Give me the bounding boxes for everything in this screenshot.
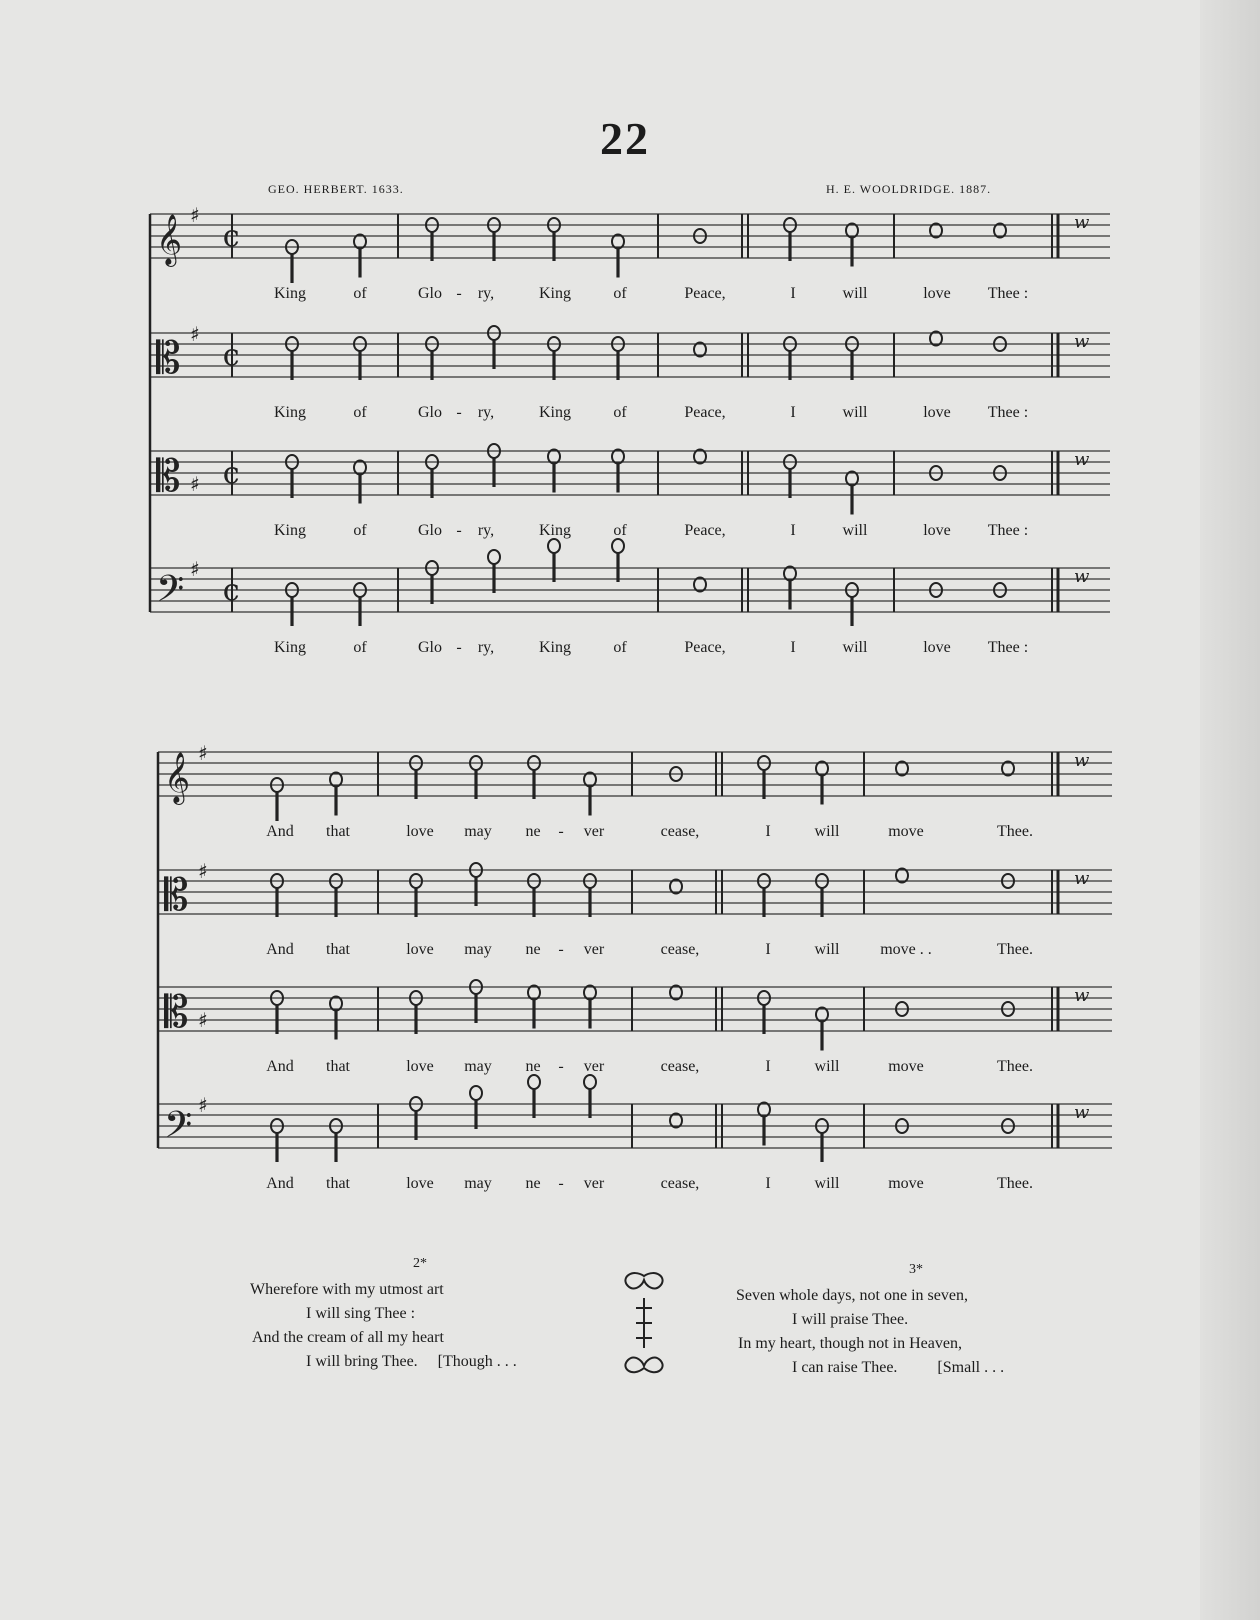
lyric-syllable: will [814,823,840,840]
hymn-number: 22 [600,113,650,164]
lyric-syllable: love [406,1175,434,1192]
lyric-syllable: I [765,1058,771,1075]
lyric-syllable: love [406,941,434,958]
sharp-icon: ♯ [198,859,208,883]
lyric-syllable: - [456,639,462,656]
sharp-icon: ♯ [190,203,200,227]
lyric-syllable: Glo [418,522,442,539]
time-signature-icon: ¢ [222,338,242,373]
lyric-syllable: Thee. [997,941,1033,958]
lyric-syllable: I [790,639,796,656]
note-head [612,539,624,553]
lyric-syllable: ry, [477,639,495,656]
lyric-syllable: King [274,285,306,302]
lyric-syllable: will [842,639,868,656]
floral-ornament-icon [614,1268,674,1378]
sharp-icon: ♯ [198,741,208,765]
lyric-syllable: ver [583,823,605,840]
custos-icon: w [1074,449,1090,470]
lyric-syllable: of [353,404,367,421]
lyric-syllable: King [539,639,571,656]
lyric-syllable: ry, [477,404,495,421]
lyric-syllable: Peace, [684,404,726,421]
lyric-syllable: - [456,522,462,539]
lyric-syllable: of [353,639,367,656]
clef-icon: 𝄡 [164,870,189,921]
lyric-syllable: love [923,404,951,421]
lyric-syllable: I [790,285,796,302]
clef-icon: 𝄡 [156,451,181,502]
custos-icon: w [1074,868,1090,889]
verse-line: I can raise Thee. [Small . . . [792,1359,1005,1376]
lyric-syllable: Thee. [997,823,1033,840]
lyric-syllable: may [464,1175,492,1192]
lyric-syllable: I [765,1175,771,1192]
lyric-syllable: will [842,522,868,539]
clef-icon: 𝄡 [156,333,181,384]
sharp-icon: ♯ [198,1093,208,1117]
lyric-syllable: ne [525,1175,541,1192]
time-signature-icon: ¢ [222,456,242,491]
lyric-syllable: move . . [880,941,932,958]
lyric-syllable: ry, [477,285,495,302]
verse-line: In my heart, though not in Heaven, [738,1335,962,1352]
lyric-syllable: will [842,404,868,421]
lyric-syllable: Peace, [684,285,726,302]
clef-icon: 𝄢 [156,568,185,619]
lyric-syllable: King [274,639,306,656]
verse-line: I will bring Thee. [Though . . . [306,1353,517,1370]
lyric-syllable: cease, [660,1058,700,1075]
lyric-syllable: will [842,285,868,302]
lyric-syllable: I [765,941,771,958]
lyric-syllable: Glo [418,404,442,421]
lyric-syllable: And [266,941,294,958]
lyric-syllable: will [814,941,840,958]
lyric-syllable: cease, [660,823,700,840]
clef-icon: 𝄞 [164,752,191,803]
lyric-syllable: love [923,639,951,656]
custos-icon: w [1074,985,1090,1006]
note-head [488,550,500,564]
verse-number: 2* [413,1256,427,1271]
lyric-syllable: Thee : [987,639,1029,656]
composer-attribution: H. E. WOOLDRIDGE. 1887. [826,182,992,196]
lyric-syllable: may [464,823,492,840]
lyric-syllable: And [266,1058,294,1075]
clef-icon: 𝄞 [156,214,183,265]
lyric-syllable: - [558,941,564,958]
lyric-syllable: may [464,1058,492,1075]
custos-icon: w [1074,331,1090,352]
lyric-syllable: Peace, [684,522,726,539]
lyric-syllable: love [923,522,951,539]
time-signature-icon: ¢ [222,573,242,608]
author-attribution: GEO. HERBERT. 1633. [268,182,404,196]
lyric-syllable: will [814,1175,840,1192]
lyric-syllable: move [888,823,924,840]
lyric-syllable: Thee. [997,1175,1033,1192]
lyric-syllable: - [558,1175,564,1192]
lyric-syllable: of [613,285,627,302]
verse-number: 3* [909,1262,923,1277]
sharp-icon: ♯ [190,472,200,496]
clef-icon: 𝄢 [164,1104,193,1155]
lyric-syllable: ne [525,941,541,958]
lyric-syllable: Thee : [987,285,1029,302]
lyric-syllable: King [539,522,571,539]
note-head [548,539,560,553]
lyric-syllable: I [765,823,771,840]
lyric-syllable: ver [583,1058,605,1075]
lyric-syllable: move [888,1175,924,1192]
lyric-syllable: King [274,522,306,539]
lyric-syllable: move [888,1058,924,1075]
lyric-syllable: ry, [477,522,495,539]
lyric-syllable: of [613,522,627,539]
custos-icon: w [1074,750,1090,771]
lyric-syllable: ne [525,823,541,840]
lyric-syllable: of [613,639,627,656]
sharp-icon: ♯ [190,557,200,581]
lyric-syllable: - [456,285,462,302]
lyric-syllable: King [539,285,571,302]
lyric-syllable: may [464,941,492,958]
lyric-syllable: Glo [418,285,442,302]
lyric-syllable: Glo [418,639,442,656]
verse-line: I will sing Thee : [306,1305,416,1322]
verse-line: Wherefore with my utmost art [250,1281,444,1298]
lyric-syllable: Thee. [997,1058,1033,1075]
lyric-syllable: - [456,404,462,421]
lyric-syllable: ver [583,941,605,958]
clef-icon: 𝄡 [164,987,189,1038]
custos-icon: w [1074,566,1090,587]
custos-icon: w [1074,212,1090,233]
lyric-syllable: cease, [660,1175,700,1192]
lyric-syllable: Thee : [987,522,1029,539]
sharp-icon: ♯ [190,322,200,346]
lyric-syllable: And [266,823,294,840]
lyric-syllable: of [353,522,367,539]
note-head [528,1075,540,1089]
lyric-syllable: of [353,285,367,302]
verse-line: And the cream of all my heart [252,1329,444,1346]
lyric-syllable: I [790,404,796,421]
verse-line: Seven whole days, not one in seven, [736,1287,968,1304]
verse-2 [250,1252,590,1374]
lyric-syllable: love [923,285,951,302]
lyric-syllable: ver [583,1175,605,1192]
sharp-icon: ♯ [198,1008,208,1032]
note-head [470,1086,482,1100]
lyric-syllable: love [406,1058,434,1075]
lyric-syllable: that [326,1175,350,1192]
lyric-syllable: And [266,1175,294,1192]
lyric-syllable: Thee : [987,404,1029,421]
lyric-syllable: I [790,522,796,539]
lyric-syllable: ne [525,1058,541,1075]
lyric-syllable: will [814,1058,840,1075]
lyric-syllable: - [558,1058,564,1075]
lyric-syllable: King [539,404,571,421]
verse-line: I will praise Thee. [792,1311,909,1328]
lyric-syllable: - [558,823,564,840]
lyric-syllable: that [326,1058,350,1075]
custos-icon: w [1074,1102,1090,1123]
lyric-syllable: that [326,941,350,958]
time-signature-icon: ¢ [222,219,242,254]
lyric-syllable: cease, [660,941,700,958]
lyric-syllable: that [326,823,350,840]
lyric-syllable: of [613,404,627,421]
note-head [584,1075,596,1089]
lyric-syllable: Peace, [684,639,726,656]
lyric-syllable: love [406,823,434,840]
lyric-syllable: King [274,404,306,421]
verse-3 [736,1258,1096,1380]
